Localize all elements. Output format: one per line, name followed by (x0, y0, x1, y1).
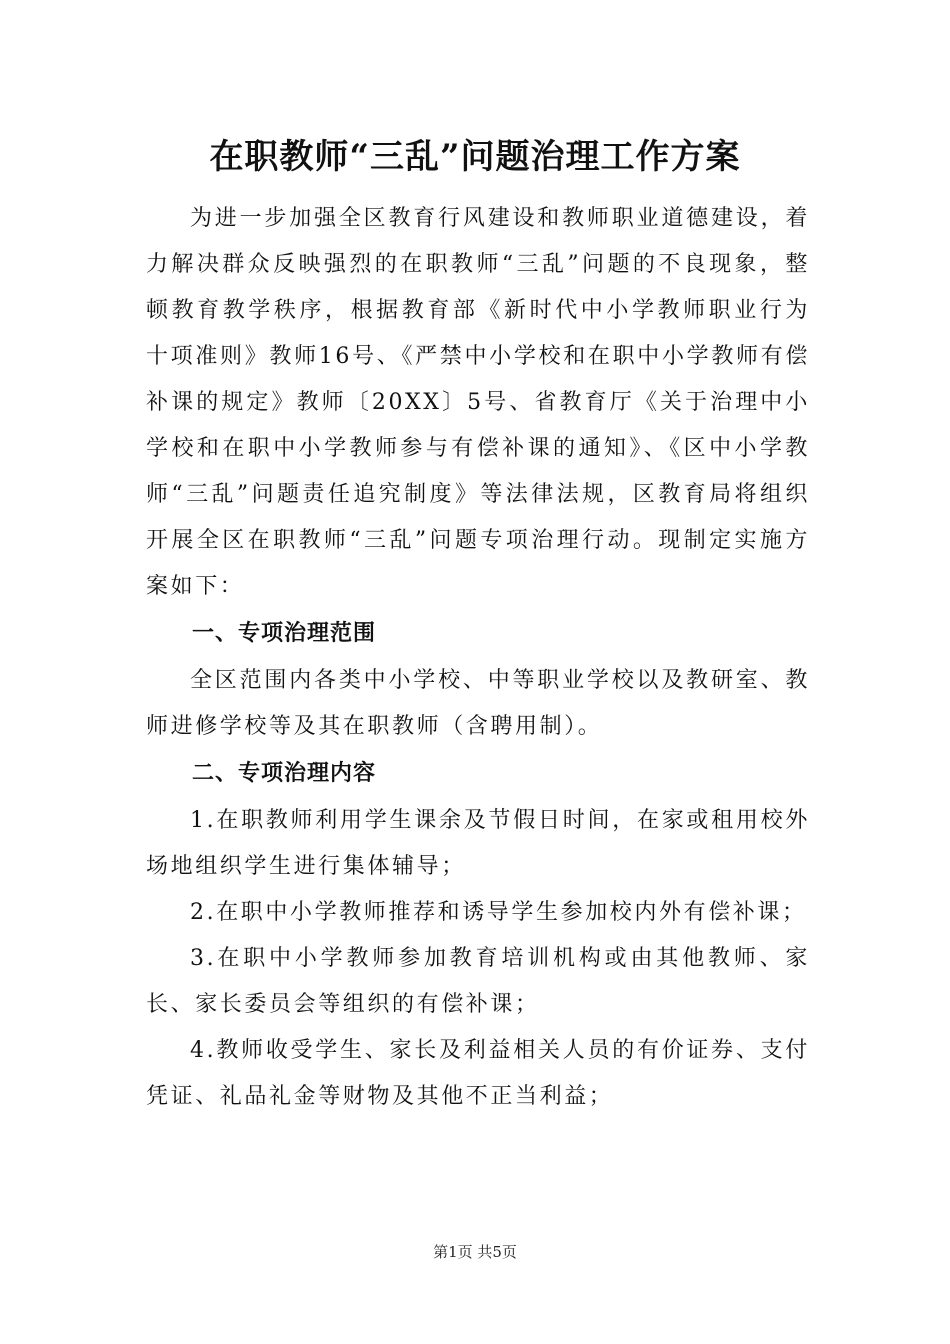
section-2-item: 3.在职中小学教师参加教育培训机构或由其他教师、家长、家长委员会等组织的有偿补课； (146, 946, 810, 1017)
section-2-item: 4.教师收受学生、家长及利益相关人员的有价证券、支付凭证、礼品礼金等财物及其他不正当利益； (146, 1038, 810, 1109)
document-title: 在职教师“三乱”问题治理工作方案 (209, 137, 741, 177)
section-1-paragraph: 全区范围内各类中小学校、中等职业学校以及教研室、教师进修学校等及其在职教师（含聘用制）。 (146, 668, 810, 739)
document-body (146, 196, 810, 1120)
section-2-item: 1.在职教师利用学生课余及节假日时间，在家或租用校外场地组织学生进行集体辅导； (146, 808, 810, 879)
section-2-item: 2.在职中小学教师推荐和诱导学生参加校内外有偿补课； (190, 900, 807, 925)
page-number-footer: 第1页 共5页 (433, 1243, 517, 1261)
section-2-heading: 二、专项治理内容 (192, 761, 377, 786)
section-1-heading: 一、专项治理范围 (192, 621, 377, 646)
intro-paragraph: 为进一步加强全区教育行风建设和教师职业道德建设，着力解决群众反映强烈的在职教师“三乱”问题的不良现象，整顿教育教学秩序，根据教育部《新时代中小学教师职业行为十项准则》教师16号、《严禁中小学校和在职中小学教师有偿补课的规定》教师〔20XX〕5号、省教育厅《关于治理中小学校和在职中小学教师参与有偿补课的通知》、《区中小学教师“三乱”问题责任追究制度》等法律法规，区教育局将组织开展全区在职教师“三乱”问题专项治理行动。现制定实施方案如下： (146, 206, 810, 599)
